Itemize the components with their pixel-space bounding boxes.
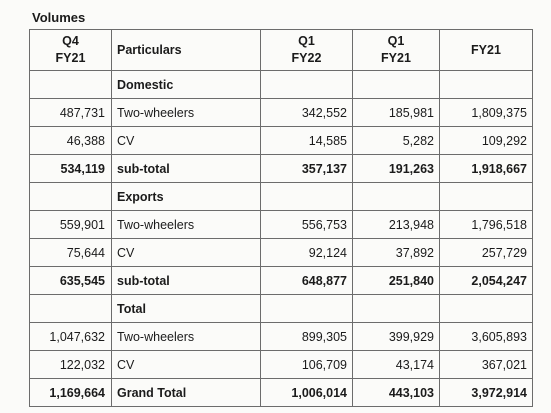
cell-q1-fy21: 251,840: [353, 267, 440, 295]
cell-particulars: Two-wheelers: [112, 99, 261, 127]
table-body: [30, 71, 533, 407]
cell-fy21: 109,292: [440, 127, 533, 155]
cell-q4-fy21: 635,545: [30, 267, 112, 295]
section-row: [30, 295, 533, 323]
section-row: [30, 183, 533, 211]
total-row: [30, 155, 533, 183]
cell-q4-fy21: 46,388: [30, 127, 112, 155]
cell-fy21: 3,972,914: [440, 379, 533, 407]
cell-q1-fy21: 43,174: [353, 351, 440, 379]
volumes-table: [29, 29, 533, 407]
cell-q4-fy21: 122,032: [30, 351, 112, 379]
cell-fy21: 1,796,518: [440, 211, 533, 239]
cell-fy21: 1,918,667: [440, 155, 533, 183]
cell-q4-fy21: [30, 183, 112, 211]
cell-particulars: sub-total: [112, 155, 261, 183]
cell-fy21: 367,021: [440, 351, 533, 379]
cell-particulars: Two-wheelers: [112, 211, 261, 239]
cell-q1-fy22: [261, 71, 353, 99]
cell-q1-fy22: [261, 295, 353, 323]
cell-q1-fy21: 5,282: [353, 127, 440, 155]
table-row: [30, 99, 533, 127]
cell-fy21: 2,054,247: [440, 267, 533, 295]
cell-particulars: Exports: [112, 183, 261, 211]
column-header-q1-fy21: Q1 FY21: [353, 30, 440, 71]
cell-q1-fy22: 1,006,014: [261, 379, 353, 407]
column-header-fy21: FY21: [440, 30, 533, 71]
cell-particulars: CV: [112, 127, 261, 155]
cell-particulars: Domestic: [112, 71, 261, 99]
cell-fy21: [440, 183, 533, 211]
cell-particulars: CV: [112, 239, 261, 267]
section-row: [30, 71, 533, 99]
table-header-row: [30, 30, 533, 71]
cell-particulars: Total: [112, 295, 261, 323]
cell-q1-fy22: 648,877: [261, 267, 353, 295]
cell-fy21: [440, 295, 533, 323]
cell-q1-fy22: 92,124: [261, 239, 353, 267]
cell-particulars: CV: [112, 351, 261, 379]
table-row: [30, 239, 533, 267]
cell-q4-fy21: 75,644: [30, 239, 112, 267]
cell-q4-fy21: [30, 71, 112, 99]
cell-q1-fy22: [261, 183, 353, 211]
cell-q1-fy22: 357,137: [261, 155, 353, 183]
cell-q1-fy21: 191,263: [353, 155, 440, 183]
cell-q1-fy22: 899,305: [261, 323, 353, 351]
cell-q1-fy22: 342,552: [261, 99, 353, 127]
column-header-particulars: Particulars: [112, 30, 261, 71]
cell-q1-fy21: 443,103: [353, 379, 440, 407]
cell-particulars: Grand Total: [112, 379, 261, 407]
cell-particulars: Two-wheelers: [112, 323, 261, 351]
cell-q1-fy21: [353, 183, 440, 211]
page-title: Volumes: [32, 10, 86, 25]
cell-particulars: sub-total: [112, 267, 261, 295]
cell-fy21: 3,605,893: [440, 323, 533, 351]
cell-q1-fy22: 14,585: [261, 127, 353, 155]
cell-q4-fy21: 534,119: [30, 155, 112, 183]
table-row: [30, 351, 533, 379]
column-header-q1-fy22: Q1 FY22: [261, 30, 353, 71]
cell-q4-fy21: [30, 295, 112, 323]
cell-fy21: 1,809,375: [440, 99, 533, 127]
cell-q4-fy21: 1,169,664: [30, 379, 112, 407]
cell-q1-fy21: [353, 71, 440, 99]
table-row: [30, 127, 533, 155]
total-row: [30, 267, 533, 295]
cell-q4-fy21: 487,731: [30, 99, 112, 127]
cell-q1-fy21: 213,948: [353, 211, 440, 239]
total-row: [30, 379, 533, 407]
cell-q1-fy21: 399,929: [353, 323, 440, 351]
cell-q1-fy21: [353, 295, 440, 323]
cell-fy21: 257,729: [440, 239, 533, 267]
table-row: [30, 323, 533, 351]
cell-q1-fy21: 185,981: [353, 99, 440, 127]
cell-q1-fy22: 106,709: [261, 351, 353, 379]
cell-fy21: [440, 71, 533, 99]
cell-q1-fy22: 556,753: [261, 211, 353, 239]
cell-q4-fy21: 559,901: [30, 211, 112, 239]
cell-q1-fy21: 37,892: [353, 239, 440, 267]
column-header-q4-fy21: Q4 FY21: [30, 30, 112, 71]
cell-q4-fy21: 1,047,632: [30, 323, 112, 351]
table-row: [30, 211, 533, 239]
